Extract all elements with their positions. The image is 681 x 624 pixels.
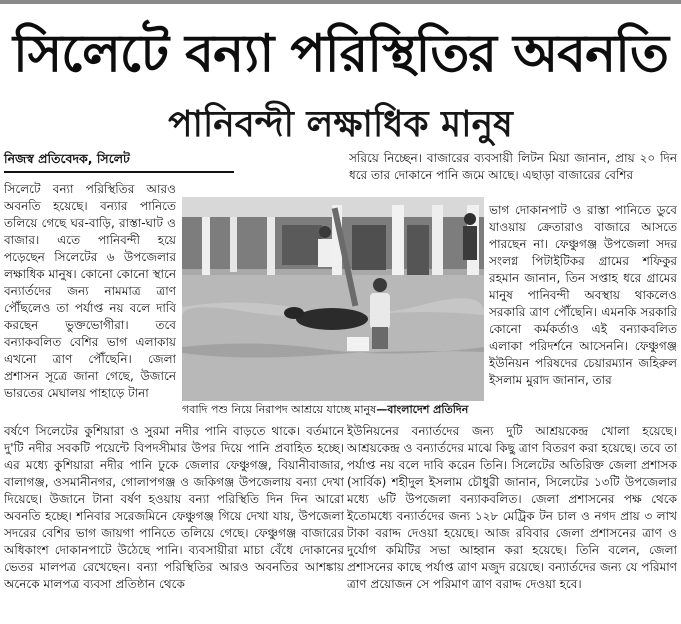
top-rule <box>0 0 681 4</box>
caption-credit: —বাংলাদেশ প্রতিদিন <box>376 403 469 416</box>
headline: সিলেটে বন্যা পরিস্থিতির অবনতি <box>12 24 669 84</box>
article-column-1: সিলেটে বন্যা পরিস্থিতির আরও অবনতি হয়েছে। বন্যার পানিতে তলিয়ে গেছে ঘর-বাড়ি, রাস্তা-ঘাট ও বাজার। এতে পানিবন্দী হয়ে পড়েছেন সিলেটের ৬ উপজেলার লক্ষাধিক মানুষ। কোনো কোনো স্থানে বন্যার্তদের জন্য নামমাত্র ত্রাণ পৌঁছলেও তা পর্যাপ্ত নয় বলে দাবি করছেন ভুক্তভোগীরা। তবে বন্যাকবলিত বেশির ভাগ এলাকায় এখনো ত্রাণ পৌঁছেনি। জেলা প্রশাসন সূত্রে জানা গেছে, উজানে ভারতের মেঘালয় পাহাড়ে টানা <box>4 182 176 400</box>
byline-underline <box>4 171 234 173</box>
subheadline: পানিবন্দী লক্ষাধিক মানুষ <box>168 104 513 145</box>
byline: নিজস্ব প্রতিবেদক, সিলেট <box>4 151 130 166</box>
article-column-1-bottom: বর্ষণে সিলেটের কুশিয়ারা ও সুরমা নদীর পানি বাড়তে থাকে। বর্তমানে দু'টি নদীর সবকটি পয়েন্টে বিপদসীমার উপর দিয়ে পানি প্রবাহিত হচ্ছে। এর মধ্যে কুশিয়ারা নদীর পানি ঢুকে জেলার ফেঞ্চুগঞ্জ, বিয়ানীবাজার, বালাগঞ্জ, ওসমানীনগর, গোলাপগঞ্জ ও জকিগঞ্জ উপজেলায় বন্যা দেখা দিয়েছে। উজানে টানা বর্ষণ হওয়ায় বন্যা পরিস্থিতি দিন দিন আরো অবনতি হচ্ছে। শনিবার সরেজমিনে ফেঞ্চুগঞ্জ গিয়ে দেখা যায়, উপজেলা সদরের বেশির ভাগ জায়গা পানিতে তলিয়ে গেছে। ফেঞ্চুগঞ্জ বাজারের অধিকাংশ দোকানপাটে উঠেছে পানি। ব্যবসায়ীরা মাচা বেঁধে দোকানের ভেতর মালপত্র রেখেছেন। বন্যা পরিস্থিতির আরও অবনতির আশঙ্কায় অনেকে মালপত্র ব্যবসা প্রতিষ্ঠান থেকে <box>4 424 344 591</box>
flood-photo <box>182 197 484 401</box>
article-column-3-top: সরিয়ে নিচ্ছেন। বাজারের ব্যবসায়ী লিটন মিয়া জানান, প্রায় ২০ দিন ধরে তার দোকানে পানি জমে আছে। এছাড়া বাজারের বেশির <box>349 151 677 182</box>
photo-caption <box>182 402 484 418</box>
article-column-3: ভাগ দোকানপাট ও রাস্তা পানিতে ডুবে যাওয়ায় ক্রেতারাও বাজারে আসতে পারছেন না। ফেঞ্চুগঞ্জ উপজেলা সদর সংলগ্ন পিটাইটিকর গ্রামের শফিকুর রহমান জানান, তিন সপ্তাহ ধরে গ্রামের মানুষ পানিবন্দী অবস্থায় থাকলেও সরকারি ত্রাণ পৌঁছেনি। এমনকি সরকারি কোনো কর্মকর্তাও এই বন্যাকবলিত এলাকা পরিদর্শনে আসেননি। ফেঞ্চুগঞ্জ ইউনিয়ন পরিষদের চেয়ারম্যান জহিরুল ইসলাম মুরাদ জানান, তার <box>489 203 677 387</box>
article-column-2-bottom: ইউনিয়নের বন্যার্তদের জন্য দুটি আশ্রয়কেন্দ্র খোলা হয়েছে। আশ্রয়কেন্দ্র ও বন্যার্তদের মাঝে কিছু ত্রাণ বিতরণ করা হয়েছে। তবে তা পর্যাপ্ত নয় বলে দাবি করেন তিনি। সিলেটের অতিরিক্ত জেলা প্রশাসক (সার্বিক) শহীদুল ইসলাম চৌধুরী জানান, সিলেটের ১৩টি উপজেলার মধ্যে ৬টি উপজেলা বন্যাকবলিত। জেলা প্রশাসনের পক্ষ থেকে ইতোমধ্যে বন্যার্তদের জন্য ১২৮ মেট্রিক টন চাল ও নগদ প্রায় ৩ লাখ টাকা বরাদ্দ দেওয়া হয়েছে। আজ রবিবার জেলা প্রশাসনের ত্রাণ ও দুর্যোগ কমিটির সভা আহ্বান করা হয়েছে। তিনি বলেন, জেলা প্রশাসনের কাছে পর্যাপ্ত ত্রাণ মজুদ রয়েছে। বন্যার্তদের জন্য যে পরিমাণ ত্রাণ প্রয়োজন সে পরিমাণ ত্রাণ বরাদ্দ দেওয়া হবে। <box>347 424 677 591</box>
caption-text: গবাদি পশু নিয়ে নিরাপদ আশ্রয়ে যাচ্ছে মানুষ <box>182 403 377 416</box>
